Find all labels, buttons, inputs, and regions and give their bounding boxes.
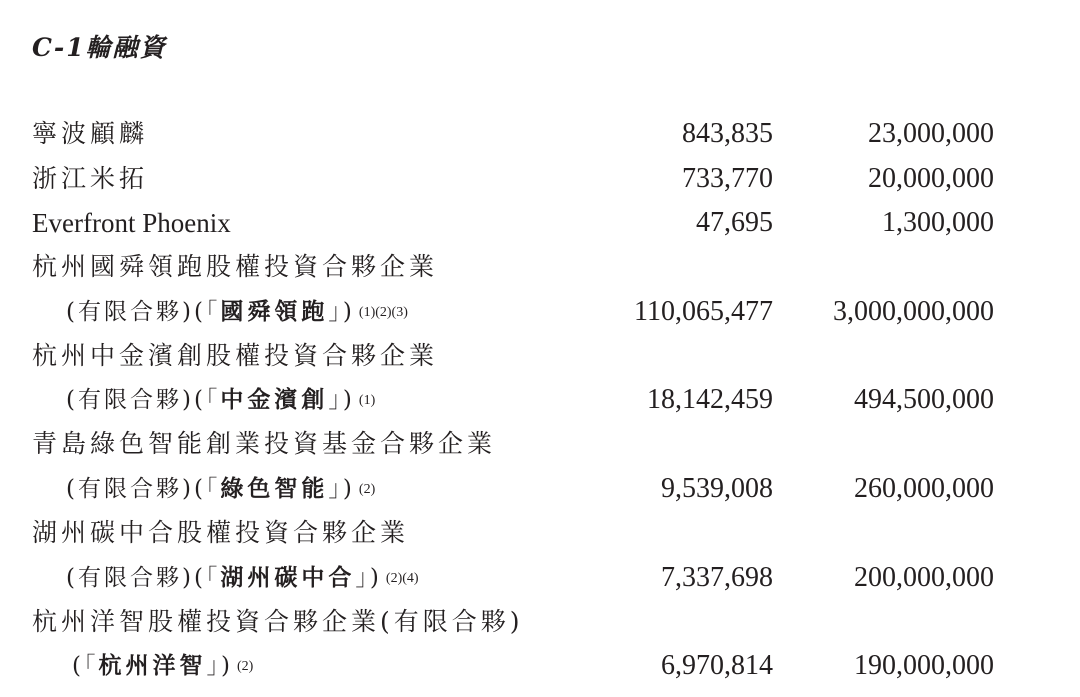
table-row [0, 203, 1080, 243]
amount-value: 200,000,000 [854, 562, 994, 593]
table-row [0, 469, 1080, 509]
amount-value: 190,000,000 [854, 650, 994, 681]
shares-value: 18,142,459 [647, 384, 773, 415]
prefix-text: (有限合夥)(「 [66, 387, 221, 413]
prefix-text: (「 [72, 653, 99, 679]
prefix-text: (有限合夥)(「 [66, 565, 221, 591]
suffix-text: 」) [206, 653, 233, 679]
prefix-text: (有限合夥)(「 [66, 476, 221, 502]
short-name: 湖州碳中合 [220, 565, 356, 591]
short-name: 中金濱創 [220, 387, 329, 413]
suffix-text: 」) [328, 476, 355, 502]
suffix-text: 」) [328, 387, 355, 413]
shares-value: 110,065,477 [634, 296, 773, 327]
table-row [0, 424, 1080, 464]
footnote-marker: (1)(2)(3) [358, 305, 408, 320]
investor-name: 杭州中金濱創股權投資合夥企業 [32, 341, 439, 370]
table-row [0, 513, 1080, 553]
amount-value: 20,000,000 [868, 163, 994, 194]
investor-name: Everfront Phoenix [32, 208, 231, 238]
amount-value: 260,000,000 [854, 473, 994, 504]
shares-value: 733,770 [682, 163, 773, 194]
amount-value: 1,300,000 [882, 207, 994, 238]
footnote-marker: (1) [358, 393, 376, 408]
table-row [0, 247, 1080, 287]
table-row [0, 292, 1080, 332]
footnote-marker: (2)(4) [385, 571, 419, 586]
footnote-marker: (2) [236, 659, 254, 674]
investor-name: 寧波顧麟 [32, 119, 149, 148]
investor-name: 杭州國舜領跑股權投資合夥企業 [32, 252, 439, 281]
shares-value: 843,835 [682, 118, 773, 149]
investor-name: 青島綠色智能創業投資基金合夥企業 [32, 429, 497, 458]
investor-name: 湖州碳中合股權投資合夥企業 [32, 518, 410, 547]
investor-name: 浙江米拓 [32, 164, 149, 193]
table-row [0, 336, 1080, 376]
investor-name-continuation [66, 292, 408, 333]
shares-value: 47,695 [696, 207, 773, 238]
table-row [0, 380, 1080, 420]
amount-value: 3,000,000,000 [833, 296, 994, 327]
section-heading: C-1輪融資 [32, 33, 167, 62]
amount-value: 494,500,000 [854, 384, 994, 415]
shares-value: 6,970,814 [661, 650, 773, 681]
table-row [0, 646, 1080, 686]
amount-value: 23,000,000 [868, 118, 994, 149]
prefix-text: (有限合夥)(「 [66, 299, 221, 325]
investor-name: 杭州洋智股權投資合夥企業(有限合夥) [32, 607, 524, 636]
table-row [0, 602, 1080, 642]
suffix-text: 」) [328, 299, 355, 325]
short-name: 國舜領跑 [220, 299, 329, 325]
table-row [0, 114, 1080, 154]
shares-value: 9,539,008 [661, 473, 773, 504]
table-row [0, 558, 1080, 598]
short-name: 綠色智能 [220, 476, 329, 502]
short-name: 杭州洋智 [98, 653, 207, 679]
investor-name-continuation [72, 646, 253, 687]
suffix-text: 」) [355, 565, 382, 591]
investor-name-continuation [66, 558, 419, 599]
footnote-marker: (2) [358, 482, 376, 497]
investor-name-continuation [66, 380, 375, 421]
table-row [0, 159, 1080, 199]
shares-value: 7,337,698 [661, 562, 773, 593]
investor-name-continuation [66, 469, 375, 510]
